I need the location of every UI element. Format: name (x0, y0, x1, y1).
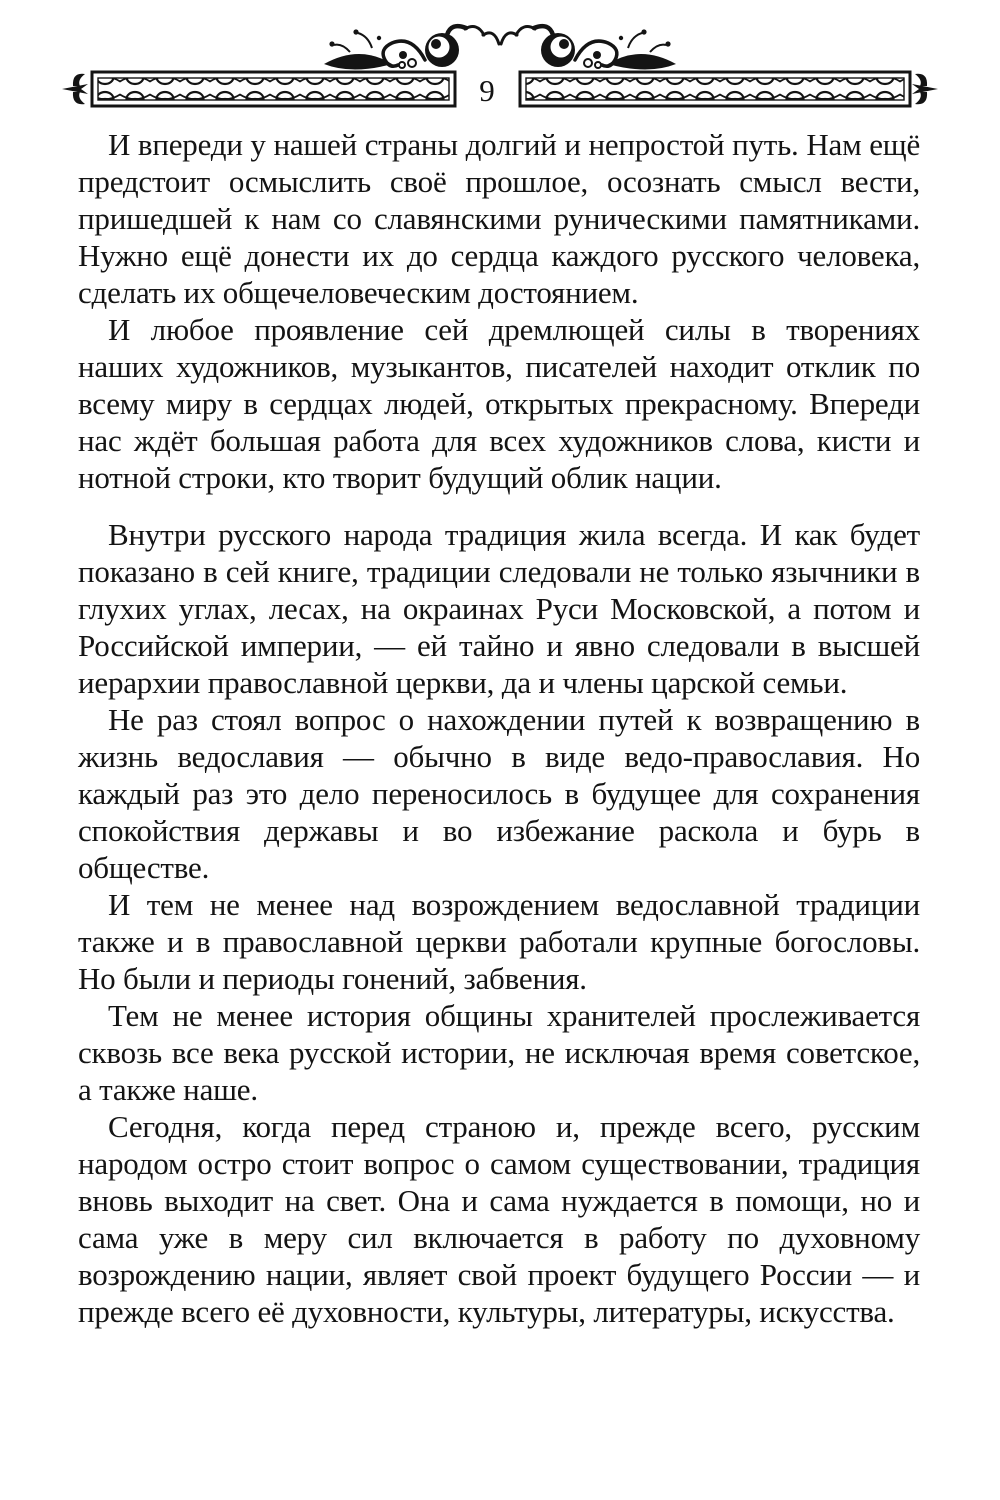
right-arrow-finial (912, 74, 938, 105)
paragraph: Внутри русского народа традиция жила всегда. И как будет показано в сей книге, традиции следовали не только язычники в глухих углах, лесах, на окраинах Руси Московской, а потом и Российской империи, — ей тайно и явно следовали в высшей иерархии православной церкви, да и члены царской семьи. (78, 517, 920, 700)
page-header-ornament (0, 0, 1000, 122)
paragraph: Сегодня, когда перед страною и, прежде всего, русским народом остро стоит вопрос о самом существовании, традиция вновь выходит на свет. Она и сама нуждается в помощи, но и сама уже в меру сил включается в работу по духовному возрождению нации, являет свой проект будущего России — и прежде всего её духовности, культуры, литературы, искусства. (78, 1109, 920, 1329)
floral-scroll-ornament (324, 26, 676, 69)
paragraph: Тем не менее история общины хранителей прослеживается сквозь все века русской истории, не исключая время советское, а также наше. (78, 998, 920, 1107)
left-arrow-finial (62, 74, 88, 105)
page-number: 9 (479, 73, 495, 108)
chain-knot-band-left (92, 72, 455, 106)
text-sections (78, 126, 920, 1330)
paragraph: И впереди у нашей страны долгий и непростой путь. Нам ещё предстоит осмыслить своё прошлое, осознать смысл вести, пришедшей к нам со славянскими руническими памятниками. Нужно ещё донести их до сердца каждого русского человека, сделать их общечеловеческим достоянием. (78, 127, 920, 310)
paragraph: Не раз стоял вопрос о нахождении путей к возвращению в жизнь ведославия — обычно в виде ведо-православия. Но каждый раз это дело переносилось в будущее для сохранения спокойствия державы и во избежание раскола и бурь в обществе. (78, 702, 920, 885)
chain-knot-band-right (520, 72, 910, 106)
text-section (78, 516, 920, 1330)
paragraph: И тем не менее над возрождением ведославной традиции также и в православной церкви работали крупные богословы. Но были и периоды гонений, забвения. (78, 887, 920, 996)
paragraph: И любое проявление сей дремлющей силы в творениях наших художников, музыкантов, писателей находит отклик по всему миру в сердцах людей, открытых прекрасному. Впереди нас ждёт большая работа для всех художников слова, кисти и нотной строки, кто творит будущий облик нации. (78, 312, 920, 495)
text-section (78, 126, 920, 496)
